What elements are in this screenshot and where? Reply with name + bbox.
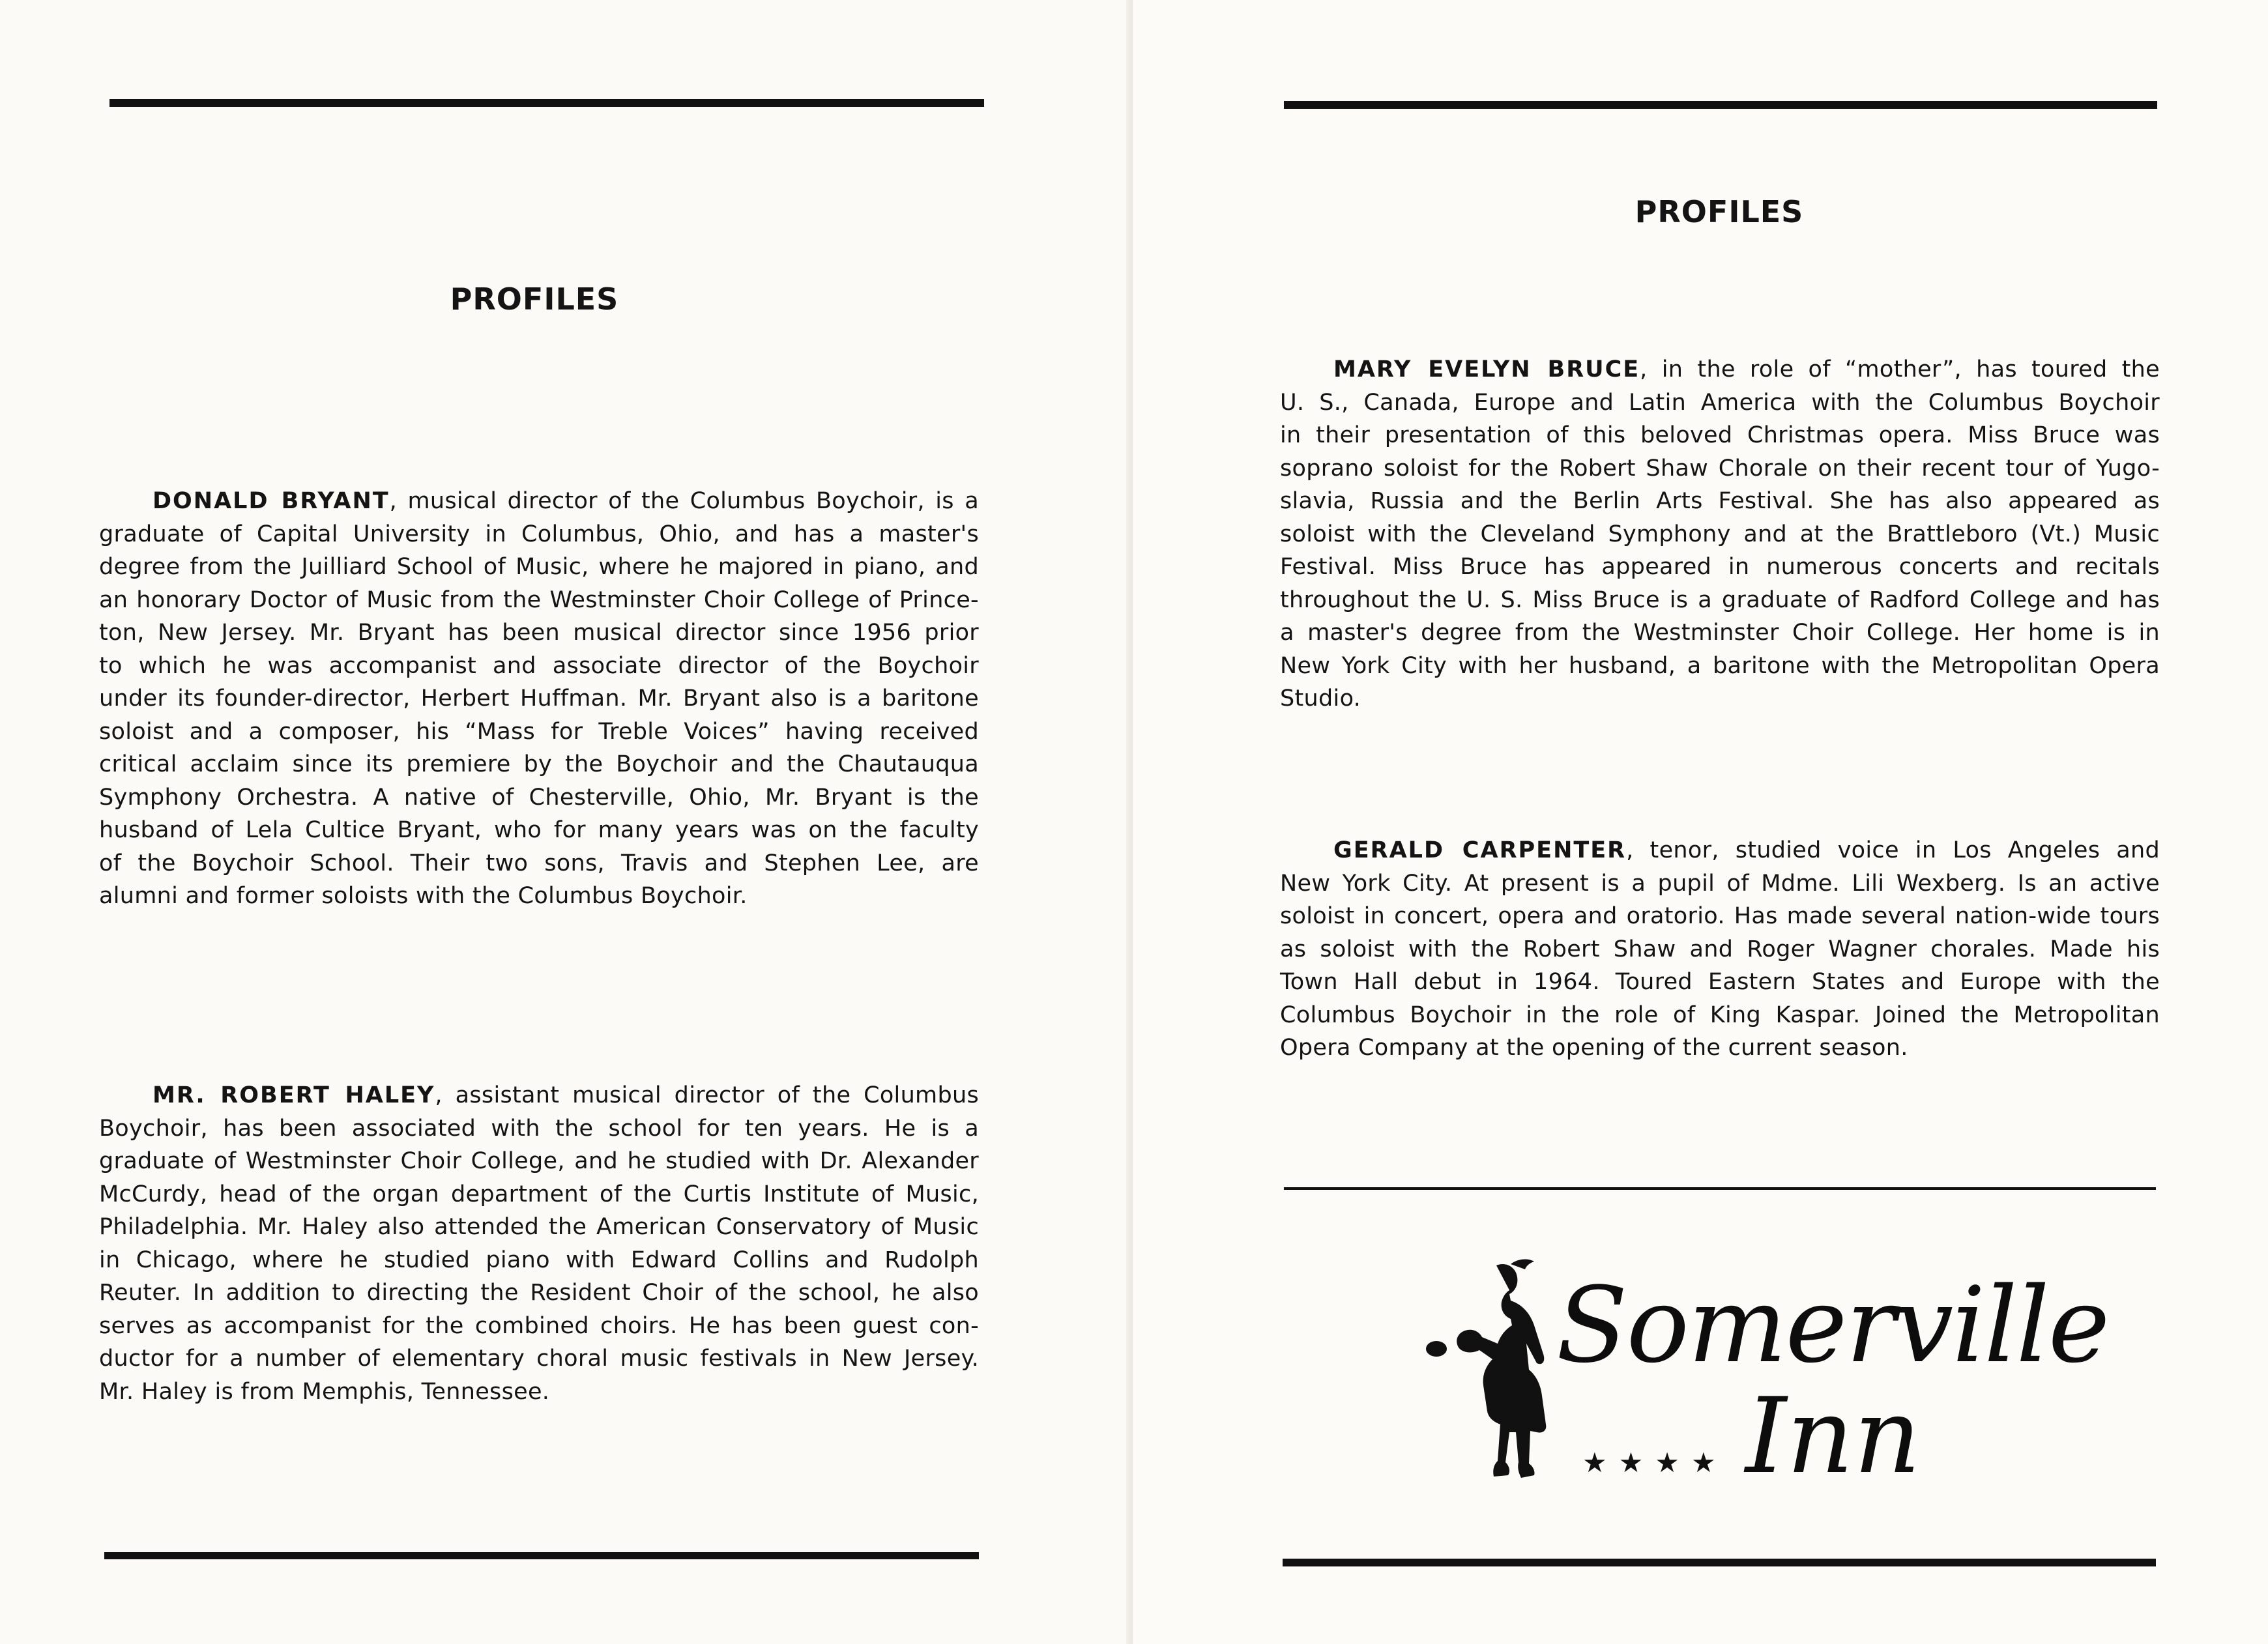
top-rule-left: [109, 99, 984, 107]
profile-line: Reuter. In addition to directing the Resident Choir of the school, he also: [99, 1280, 979, 1306]
profile-line: Columbus Boychoir in the role of King Kaspar. Joined the Metropolitan: [1280, 1002, 2160, 1028]
left-page: [0, 0, 1133, 1644]
profile-line: under its founder-director, Herbert Huffman. Mr. Bryant also is a baritone: [99, 685, 979, 712]
logo-stars: ★★★★: [1582, 1447, 1728, 1478]
profile-line: degree from the Juilliard School of Music, where he majored in piano, and: [99, 554, 979, 580]
profile-line: U. S., Canada, Europe and Latin America with the Columbus Boychoir: [1280, 389, 2160, 416]
profile-line: graduate of Capital University in Columbus, Ohio, and has a master's: [99, 521, 979, 547]
profile-line: soloist and a composer, his “Mass for Treble Voices” having received: [99, 718, 979, 745]
logo-script-inn: Inn: [1745, 1375, 1921, 1497]
profile-line: as soloist with the Robert Shaw and Roger Wagner chorales. Made his: [1280, 936, 2160, 962]
profile-line: in their presentation of this beloved Christmas opera. Miss Bruce was: [1280, 422, 2160, 448]
page-heading-left: PROFILES: [450, 281, 619, 317]
profile-line: soloist with the Cleveland Symphony and at the Brattleboro (Vt.) Music: [1280, 521, 2160, 547]
profile-line: throughout the U. S. Miss Bruce is a graduate of Radford College and has: [1280, 586, 2160, 613]
profile-line: critical acclaim since its premiere by the Boychoir and the Chautauqua: [99, 751, 979, 777]
profile-line: Studio.: [1280, 685, 1361, 712]
profile-name: MR. ROBERT HALEY: [153, 1082, 435, 1108]
somerville-inn-logo: [1419, 1251, 2109, 1505]
profile-line: alumni and former soloists with the Columbus Boychoir.: [99, 883, 748, 909]
top-rule-right: [1284, 101, 2157, 109]
profile-line: Symphony Orchestra. A native of Chesterville, Ohio, Mr. Bryant is the: [99, 784, 979, 811]
profile-line: to which he was accompanist and associate director of the Boychoir: [99, 652, 979, 679]
profile-line: ton, New Jersey. Mr. Bryant has been musical director since 1956 prior: [99, 620, 979, 646]
right-page: [1133, 0, 2268, 1644]
profile-line: New York City. At present is a pupil of Mdme. Lili Wexberg. Is an active: [1280, 870, 2160, 897]
logo-divider-rule: [1284, 1187, 2156, 1190]
profile-line: Town Hall debut in 1964. Toured Eastern States and Europe with the: [1280, 969, 2160, 995]
colonial-figure-icon: [1419, 1251, 1569, 1499]
page-heading-right: PROFILES: [1635, 194, 1804, 229]
profile-line: an honorary Doctor of Music from the Westminster Choir College of Prince-: [99, 586, 979, 613]
bottom-rule-left: [104, 1552, 979, 1559]
profile-name: MARY EVELYN BRUCE: [1333, 356, 1640, 382]
bottom-rule-right: [1283, 1559, 2156, 1566]
profile-line: soprano soloist for the Robert Shaw Chorale on their recent tour of Yugo-: [1280, 455, 2160, 482]
profile-line: McCurdy, head of the organ department of the Curtis Institute of Music,: [99, 1181, 979, 1207]
profile-line: husband of Lela Cultice Bryant, who for many years was on the faculty: [99, 817, 979, 843]
profile-name: DONALD BRYANT: [153, 488, 390, 514]
profile-line: Opera Company at the opening of the current season.: [1280, 1035, 1908, 1061]
profile-line: a master's degree from the Westminster Choir College. Her home is in: [1280, 620, 2160, 646]
profile-line: DONALD BRYANT, musical director of the Columbus Boychoir, is a: [153, 488, 979, 514]
profile-gerald-carpenter: [1280, 834, 2160, 1065]
profile-line: New York City with her husband, a baritone with the Metropolitan Opera: [1280, 652, 2160, 679]
profile-line: soloist in concert, opera and oratorio. Has made several nation-wide tours: [1280, 903, 2160, 929]
profile-line: GERALD CARPENTER, tenor, studied voice in Los Angeles and: [1333, 837, 2160, 863]
profile-name: GERALD CARPENTER: [1333, 837, 1627, 863]
profile-line: Philadelphia. Mr. Haley also attended the American Conservatory of Music: [99, 1214, 979, 1240]
profile-line: graduate of Westminster Choir College, and he studied with Dr. Alexander: [99, 1148, 979, 1174]
profile-line: Festival. Miss Bruce has appeared in numerous concerts and recitals: [1280, 554, 2160, 580]
profile-line: Mr. Haley is from Memphis, Tennessee.: [99, 1378, 550, 1405]
profile-donald-bryant: [99, 485, 979, 913]
profile-line: slavia, Russia and the Berlin Arts Festival. She has also appeared as: [1280, 488, 2160, 514]
profile-line: Boychoir, has been associated with the school for ten years. He is a: [99, 1115, 979, 1142]
profile-line: serves as accompanist for the combined choirs. He has been guest con-: [99, 1312, 979, 1339]
profile-mary-evelyn-bruce: [1280, 353, 2160, 715]
profile-line: ductor for a number of elementary choral music festivals in New Jersey.: [99, 1346, 979, 1372]
profile-line: of the Boychoir School. Their two sons, Travis and Stephen Lee, are: [99, 850, 979, 876]
profile-line: in Chicago, where he studied piano with Edward Collins and Rudolph: [99, 1247, 979, 1273]
profile-robert-haley: [99, 1079, 979, 1408]
profile-line: MR. ROBERT HALEY, assistant musical director of the Columbus: [153, 1082, 979, 1108]
profile-line: MARY EVELYN BRUCE, in the role of “mother”, has toured the: [1333, 356, 2160, 382]
logo-script-somerville: Somerville: [1556, 1264, 2109, 1386]
